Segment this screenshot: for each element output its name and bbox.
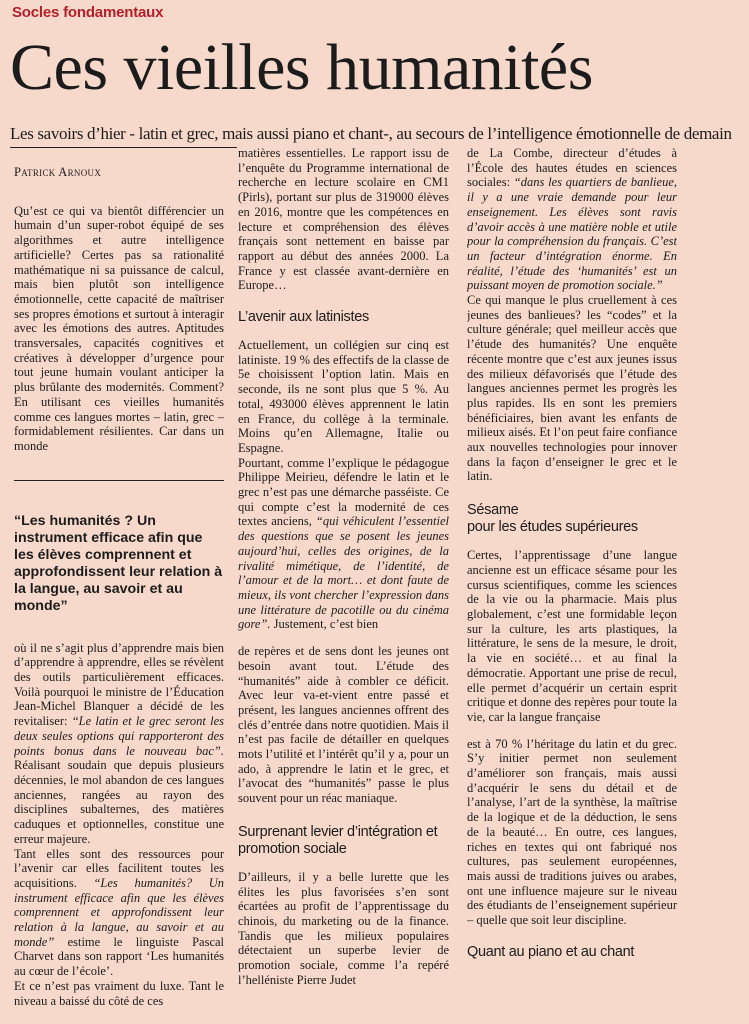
col3-paragraph-3: Certes, l’apprentissage d’une langue ancienne est un efficace sésame pour les cursus scientifiques, comme les sciences de la vie ou la pharmacie. Mais plus globalement, c’est une formidable leçon sur la culture, les arts plastiques, la littérature, le sens de la mesure, le droit, la vie en société… et au final la démocratie. Apportant une prise de recul, elle permet d’acquérir un certain esprit critique et donne des repères pour toute la vie, car la langue française (467, 548, 677, 724)
article-subtitle: Les savoirs d’hier - latin et grec, mais aussi piano et chant-, au secours de l’intelligence émotionnelle de demain (10, 124, 732, 143)
col1-paragraph-4: Et ce n’est pas vraiment du luxe. Tant le niveau a baissé du côté de ces (14, 978, 224, 1008)
col1-paragraph-2: où il ne s’agit plus d’apprendre mais bien d’apprendre à apprendre, elles se révèlent des outils particulièrement efficaces. Voilà pourquoi le ministre de l’Éducation Jean-Michel Blanquer a décidé de les revitaliser: “Le latin et le grec seront les deux seules options qui rapporteront des points bonus dans le nouveau bac”. Réalisant soudain que depuis plusieurs décennies, le mol abandon de ces langues anciennes, rangées au rayon des disciplines subalternes, des matières caduques et optionnelles, constitue une erreur majeure. (14, 640, 224, 846)
top-divider (10, 147, 237, 148)
col1-paragraph-3: Tant elles sont des ressources pour l’avenir car elles facilitent toutes les acquisitions. “Les humanités? Un instrument efficace afin que les élèves comprennent et approfondissent leur relation à la langue, au savoir et au monde” estime le linguiste Pascal Charvet dans son rapport ‘Les humanités au cœur de l’école’. (14, 846, 224, 979)
col2-paragraph-5: D’ailleurs, il y a belle lurette que les élites les plus favorisées s’en sont écartées au profit de l’apprentissage du chinois, du marketing ou de la finance. Tandis que les milieux populaires détectaient un superbe levier de promotion sociale, comme l’a repéré l’helléniste Pierre Judet (238, 869, 449, 987)
subhead-latinistes: L’avenir aux latinistes (238, 309, 369, 326)
subhead-piano: Quant au piano et au chant (467, 943, 635, 960)
subhead-integration: Surprenant levier d’intégration et promotion sociale (238, 823, 438, 857)
col1-paragraph-1: Qu’est ce qui va bientôt différencier un humain d’un super-robot équipé de ses algorithmes et autre intelligence artificielle? Certes pas sa rationalité mathématique ni sa puissance de calcul, mais bien plutôt son intelligence émotionnelle, cette capacité de maîtriser ses propres émotions et surtout à interagir avec les émotions des autres. Aptitudes transversales, capacités cognitives et créatives à développer d’urgence pour tout jeune humain voulant anticiper la plus brûlante des modernités. Comment? En utilisant ces vieilles humanités comme ces langues mortes – latin, grec – formidablement résilientes. Car dans un monde (14, 203, 224, 453)
col2-paragraph-2: Actuellement, un collégien sur cinq est latiniste. 19 % des effectifs de la classe de 5e choisissent l’option latin. Mais en seconde, ils ne sont plus que 5 %. Au total, 493000 élèves apprennent le latin en France, du collège à la terminale. Moins qu’en Allemagne, Italie ou Espagne. (238, 338, 449, 455)
article-headline: Ces vieilles humanités (10, 31, 593, 104)
col3-paragraph-2: Ce qui manque le plus cruellement à ces jeunes des banlieues? les “codes” et la culture générale; quel meilleur accès que l’étude des humanités? Une enquête récente montre que c’est aux jeunes issus des milieux défavorisés que l’étude des langues anciennes permet les progrès les plus rapides. Ils en sont les premiers bénéficiaires, bien avant les enfants de milieux aisés. Et l’on peut faire confiance aux nouvelles technologies pour innover dans la façon d’enseigner le grec et le latin. (467, 293, 677, 484)
column-2 (238, 146, 449, 1022)
pull-quote: “Les humanités ? Un instrument efficace afin que les élèves comprennent et approfondissent leur relation à la langue, au savoir et au monde” (14, 512, 223, 614)
author-byline: Patrick Arnoux (14, 165, 102, 179)
col2-paragraph-4: de repères et de sens dont les jeunes ont besoin avant tout. L’étude des “humanités” aide à combler ce déficit. Avec leur va-et-vient entre passé et présent, les langues anciennes offrent des clés d’entrée dans notre quotidien. Mais il n’est pas facile de détailler en quelques mots l’utilité et l’intérêt qu’il y a, pour un ado, à apprendre le latin et le grec, et l’avocat des “humanités” passe le plus souvent pour un réac maniaque. (238, 644, 449, 806)
col3-paragraph-1: de La Combe, directeur d’études à l’École des hautes études en sciences sociales: “dans les quartiers de banlieue, il y a une vraie demande pour leur enseignement. Les élèves sont ravis d’avoir accès à une matière noble et utile pour la compréhension du français. C’est un facteur d’intégration énorme. En réalité, l’étude des ‘humanités’ est un puissant moyen de promotion sociale.” (467, 146, 677, 293)
col3-paragraph-4: est à 70 % l’héritage du latin et du grec. S’y initier permet non seulement d’améliorer son français, mais aussi d’acquérir le sens du détail et de l’analyse, l’art de la synthèse, la maîtrise de la logique et de la déduction, le sens de la beauté… En outre, ces langues, riches en textes qui ont fabriqué nos cultures, pas seulement européennes, mais aussi de traditions juives ou arabes, ont une influence majeure sur le niveau des étudiants de l’enseignement supérieur – quelle que soit leur discipline. (467, 736, 677, 928)
column-3 (467, 146, 677, 1022)
subhead-sesame: Sésame pour les études supérieures (467, 502, 638, 536)
column-1 (14, 165, 224, 1020)
col2-paragraph-3: Pourtant, comme l’explique le pédagogue Philippe Meirieu, défendre le latin et le grec n’est pas une démarche passéiste. Ce qui compte c’est la modernité de ces textes anciens, “qui véhiculent l’essentiel des questions que se posent les jeunes aujourd’hui, celles des origines, de la rivalité mimétique, de l’identité, de l’amour et de la mort… et dont faute de mieux, ils vont chercher l’expression dans une littérature de pacotille ou du cinéma gore”. Justement, c’est bien (238, 455, 449, 632)
section-rubric: Socles fondamentaux (12, 4, 164, 21)
col2-paragraph-1: matières essentielles. Le rapport issu de l’enquête du Programme international de recherche en lecture scolaire en CM1 (Pirls), portant sur plus de 319000 élèves en 2016, montre que les compétences en lecture et compréhension des élèves français sont nettement en baisse par rapport au début des années 2000. La France y est classée avant-dernière en Europe… (238, 146, 449, 293)
pullquote-divider (14, 480, 224, 481)
